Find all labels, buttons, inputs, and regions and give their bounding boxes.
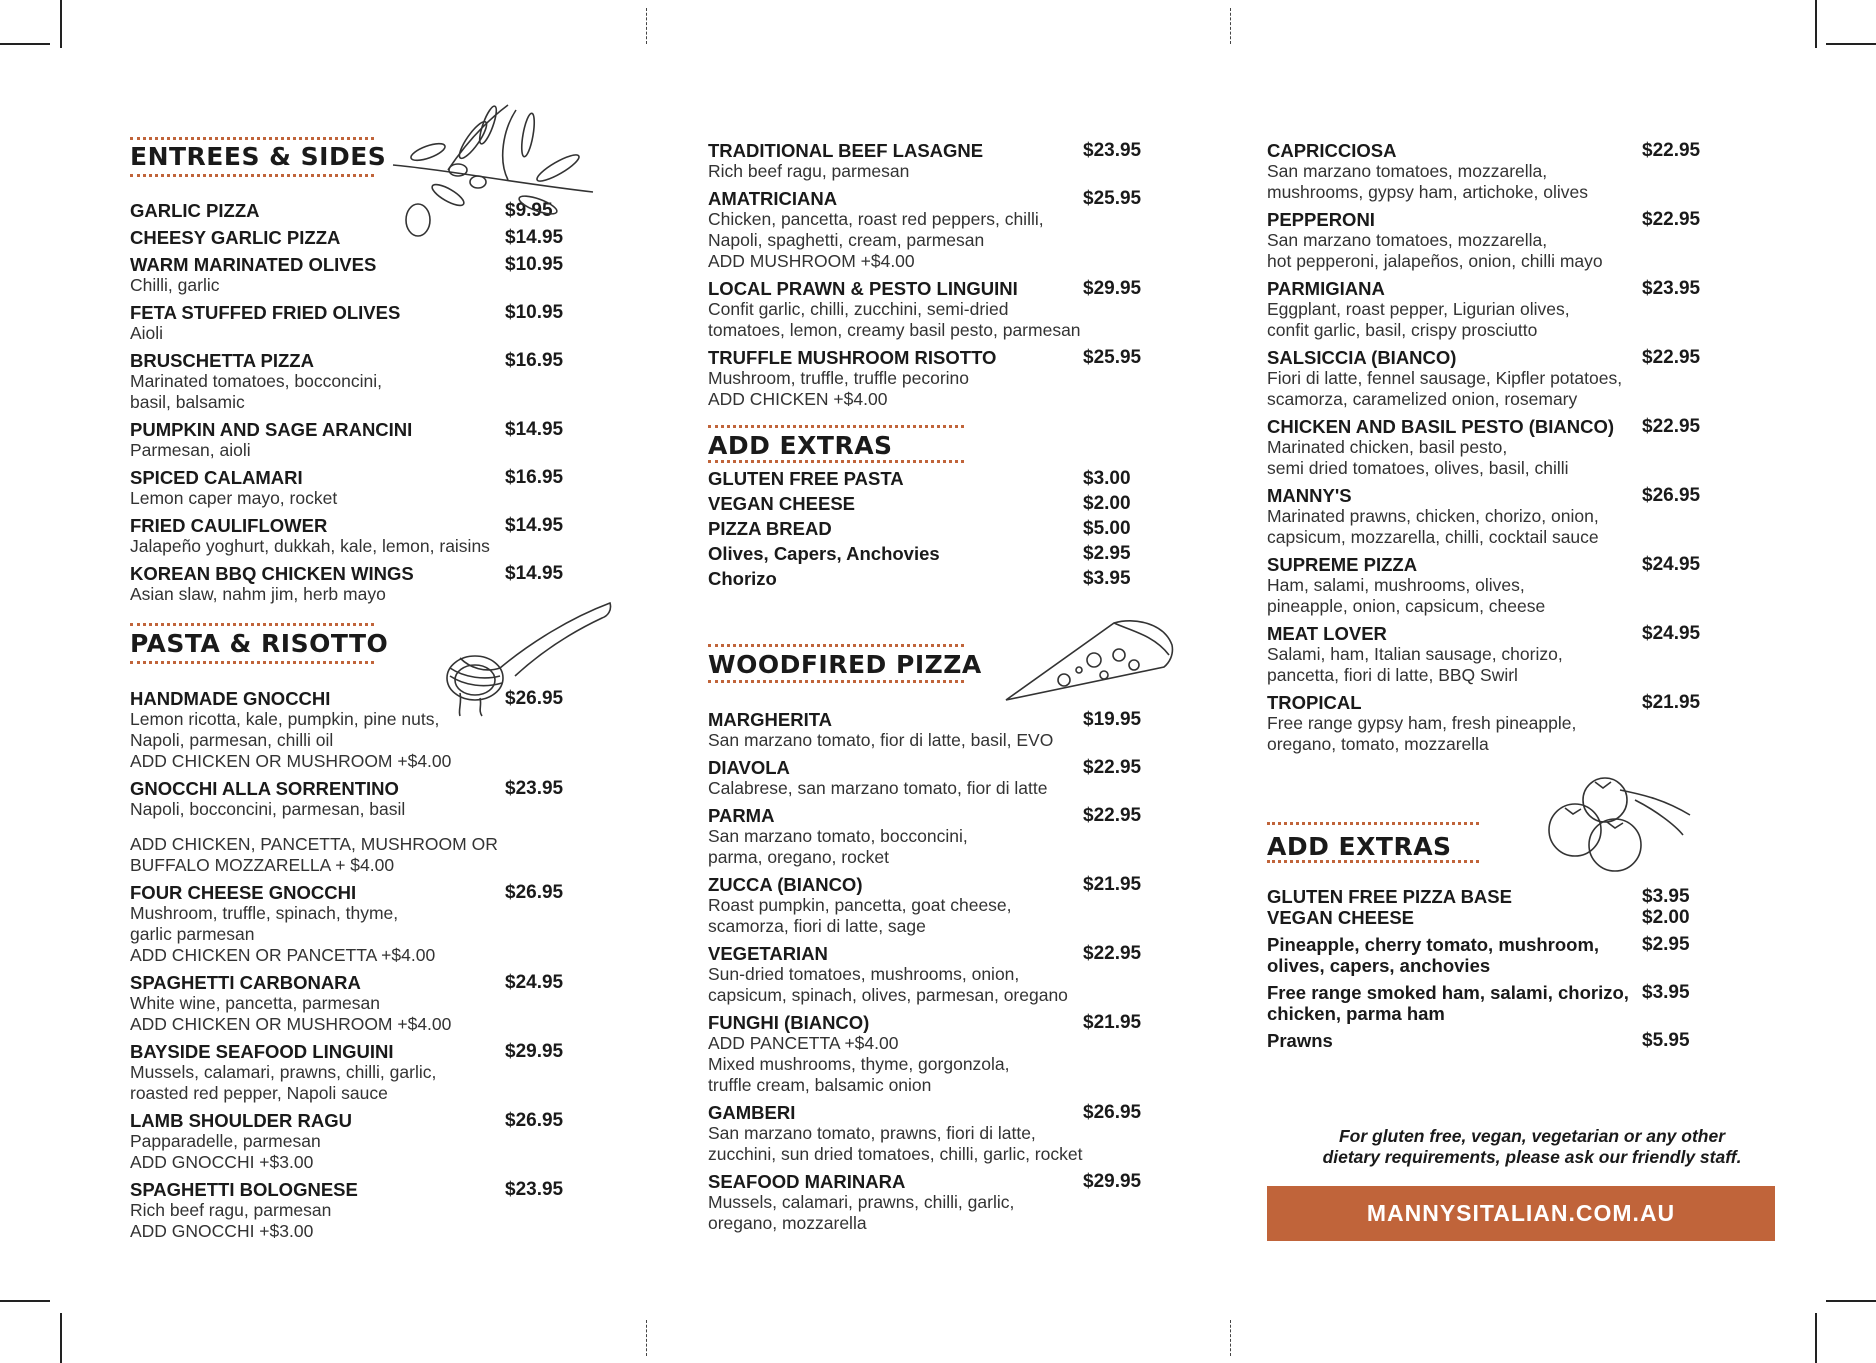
menu-item-name: BRUSCHETTA PIZZA [130, 350, 314, 371]
menu-item [1267, 934, 1787, 976]
menu-item-name: Olives, Capers, Anchovies [708, 543, 940, 564]
menu-item-name: ZUCCA (BIANCO) [708, 874, 863, 895]
menu-item-name: GNOCCHI ALLA SORRENTINO [130, 778, 399, 799]
menu-item-price: $26.95 [1083, 1102, 1142, 1123]
fork-pasta-icon [430, 598, 615, 718]
menu-item-price: $22.95 [1083, 805, 1142, 826]
menu-item-name: PEPPERONI [1267, 209, 1375, 230]
menu-item [130, 778, 610, 820]
menu-item-name: KOREAN BBQ CHICKEN WINGS [130, 563, 414, 584]
menu-item-price: $14.95 [505, 227, 564, 248]
olive-branch-icon [388, 100, 596, 240]
menu-item [130, 1179, 610, 1242]
menu-item-description: parma, oregano, rocket [708, 847, 889, 867]
menu-item [708, 757, 1188, 799]
title-divider [708, 460, 964, 463]
menu-item-price: $25.95 [1083, 347, 1142, 368]
menu-item-price: $2.95 [1083, 543, 1131, 564]
menu-item-description: confit garlic, basil, crispy prosciutto [1267, 320, 1538, 340]
menu-item-price: $26.95 [1642, 485, 1701, 506]
menu-item [708, 543, 1188, 564]
menu-item-description: capsicum, spinach, olives, parmesan, oregano [708, 985, 1068, 1005]
dietary-note-line: For gluten free, vegan, vegetarian or any other [1338, 1126, 1726, 1146]
menu-item-description: roasted red pepper, Napoli sauce [130, 1083, 388, 1103]
menu-item-description: ADD GNOCCHI +$3.00 [130, 1152, 314, 1172]
menu-item-description: scamorza, fiori di latte, sage [708, 916, 926, 936]
menu-item-price: $23.95 [505, 778, 564, 799]
menu-item-description: capsicum, mozzarella, chilli, cocktail sauce [1267, 527, 1599, 547]
menu-item-description: Lemon caper mayo, rocket [130, 488, 338, 508]
menu-item-price: $24.95 [1642, 623, 1701, 644]
menu-item-description: pancetta, fiori di latte, BBQ Swirl [1267, 665, 1518, 685]
menu-item-price: $26.95 [505, 882, 564, 903]
fold-mark [646, 8, 647, 44]
tomato-vine-icon [1535, 770, 1695, 875]
menu-item-description: Rich beef ragu, parmesan [130, 1200, 332, 1220]
menu-item-price: $22.95 [1083, 943, 1142, 964]
crop-mark [1826, 43, 1876, 45]
menu-item-price: $29.95 [505, 1041, 564, 1062]
title-divider [130, 174, 374, 177]
menu-item [708, 1102, 1188, 1165]
menu-item [708, 1171, 1188, 1234]
menu-item [130, 302, 610, 344]
menu-item-description: Marinated chicken, basil pesto, [1267, 437, 1508, 457]
menu-item-name: FUNGHI (BIANCO) [708, 1012, 870, 1033]
menu-item-price: $26.95 [505, 688, 564, 709]
menu-item-description: Mushroom, truffle, spinach, thyme, [130, 903, 399, 923]
extras-title: ADD EXTRAS [708, 431, 893, 460]
menu-item-name: SALSICCIA (BIANCO) [1267, 347, 1457, 368]
menu-item-description: San marzano tomatoes, mozzarella, [1267, 161, 1548, 181]
menu-item [1267, 554, 1787, 617]
menu-item-description: Mussels, calamari, prawns, chilli, garlic, [130, 1062, 437, 1082]
menu-item-price: $14.95 [505, 563, 564, 584]
menu-item-price: $10.95 [505, 302, 564, 323]
menu-item-price: $22.95 [1083, 757, 1142, 778]
menu-item [708, 518, 1188, 539]
menu-item-price: $3.95 [1642, 982, 1690, 1003]
menu-item [130, 350, 610, 413]
menu-item-name: CAPRICCIOSA [1267, 140, 1397, 161]
menu-item-description: pineapple, onion, capsicum, cheese [1267, 596, 1546, 616]
menu-item-name: MARGHERITA [708, 709, 833, 730]
menu-item-description: Mixed mushrooms, thyme, gorgonzola, [708, 1054, 1010, 1074]
menu-item-name: PUMPKIN AND SAGE ARANCINI [130, 419, 413, 440]
menu-item-description: Marinated prawns, chicken, chorizo, onion, [1267, 506, 1599, 526]
menu-item [708, 278, 1188, 341]
crop-mark [0, 1300, 50, 1302]
menu-item [708, 943, 1188, 1006]
menu-item [1267, 692, 1787, 755]
menu-item-price: $25.95 [1083, 188, 1142, 209]
menu-item-description: ADD CHICKEN OR MUSHROOM +$4.00 [130, 751, 452, 771]
entrees-title: ENTREES & SIDES [130, 142, 387, 171]
menu-item-price: $14.95 [505, 419, 564, 440]
menu-item-price: $22.95 [1642, 416, 1701, 437]
pizza-slice-icon [1004, 615, 1176, 703]
menu-item-description: San marzano tomatoes, mozzarella, [1267, 230, 1548, 250]
menu-item-name: SEAFOOD MARINARA [708, 1171, 906, 1192]
menu-item-description: ADD MUSHROOM +$4.00 [708, 251, 915, 271]
title-divider [130, 623, 374, 626]
menu-item-description: oregano, tomato, mozzarella [1267, 734, 1489, 754]
menu-item-description: San marzano tomato, fior di latte, basil, EVO [708, 730, 1054, 750]
menu-item [1267, 982, 1787, 1024]
menu-item [708, 468, 1188, 489]
menu-item-name: DIAVOLA [708, 757, 790, 778]
menu-item-name: SPAGHETTI CARBONARA [130, 972, 361, 993]
menu-item [130, 834, 610, 876]
menu-item-description: scamorza, caramelized onion, rosemary [1267, 389, 1578, 409]
menu-item [1267, 907, 1787, 928]
menu-item-description: Mussels, calamari, prawns, chilli, garlic, [708, 1192, 1015, 1212]
menu-item-description: ADD CHICKEN +$4.00 [708, 389, 888, 409]
menu-item-name: AMATRICIANA [708, 188, 838, 209]
menu-item-name: HANDMADE GNOCCHI [130, 688, 331, 709]
dietary-note [1312, 1126, 1752, 1168]
menu-item [1267, 278, 1787, 341]
menu-item-price: $16.95 [505, 350, 564, 371]
menu-item-description: Papparadelle, parmesan [130, 1131, 321, 1151]
title-divider [708, 644, 964, 647]
menu-item-description: ADD CHICKEN OR PANCETTA +$4.00 [130, 945, 436, 965]
menu-item-description: hot pepperoni, jalapeños, onion, chilli mayo [1267, 251, 1603, 271]
menu-item-description: garlic parmesan [130, 924, 255, 944]
crop-mark [0, 43, 50, 45]
menu-item-name: TROPICAL [1267, 692, 1362, 713]
menu-item [130, 515, 610, 557]
menu-item-description: BUFFALO MOZZARELLA + $4.00 [130, 855, 395, 875]
pizza-title: WOODFIRED PIZZA [708, 650, 982, 679]
menu-item-description: Chicken, pancetta, roast red peppers, chilli, [708, 209, 1044, 229]
fold-mark [1230, 8, 1231, 44]
menu-item [708, 805, 1188, 868]
menu-item [130, 419, 610, 461]
menu-item-description: Marinated tomatoes, bocconcini, [130, 371, 382, 391]
crop-mark [1815, 1313, 1817, 1363]
title-divider [708, 680, 964, 683]
menu-item [130, 1041, 610, 1104]
menu-item-price: $2.95 [1642, 934, 1690, 955]
pasta-title: PASTA & RISOTTO [130, 629, 389, 658]
menu-item-description: Roast pumpkin, pancetta, goat cheese, [708, 895, 1012, 915]
menu-item-name: VEGETARIAN [708, 943, 828, 964]
title-divider [1267, 860, 1479, 863]
menu-item-description: ADD GNOCCHI +$3.00 [130, 1221, 314, 1241]
menu-item-description: White wine, pancetta, parmesan [130, 993, 380, 1013]
menu-item-price: $23.95 [505, 1179, 564, 1200]
menu-item-name: FETA STUFFED FRIED OLIVES [130, 302, 401, 323]
menu-item-name: GLUTEN FREE PIZZA BASE [1267, 886, 1512, 907]
menu-item-price: $3.95 [1083, 568, 1131, 589]
menu-item-description: Mushroom, truffle, truffle pecorino [708, 368, 970, 388]
menu-item-name: VEGAN CHEESE [708, 493, 856, 514]
menu-item [1267, 209, 1787, 272]
fold-mark [1230, 1320, 1231, 1356]
title-divider [130, 661, 374, 664]
menu-item-price: $9.95 [505, 200, 553, 221]
menu-item-name: WARM MARINATED OLIVES [130, 254, 377, 275]
menu-item-price: $2.00 [1642, 907, 1690, 928]
menu-item-description: mushrooms, gypsy ham, artichoke, olives [1267, 182, 1588, 202]
title-divider [1267, 822, 1479, 825]
menu-item [130, 882, 610, 966]
menu-item-name: MEAT LOVER [1267, 623, 1387, 644]
menu-item [1267, 347, 1787, 410]
menu-item-price: $22.95 [1642, 209, 1701, 230]
menu-item-description: Napoli, parmesan, chilli oil [130, 730, 334, 750]
menu-item-description: basil, balsamic [130, 392, 245, 412]
menu-item [708, 568, 1188, 589]
menu-item [1267, 623, 1787, 686]
crop-mark [60, 0, 62, 48]
menu-item-name: PARMIGIANA [1267, 278, 1385, 299]
menu-item [708, 140, 1188, 182]
menu-item [1267, 416, 1787, 479]
menu-item-price: $14.95 [505, 515, 564, 536]
menu-item-description: Parmesan, aioli [130, 440, 251, 460]
menu-item [708, 1012, 1188, 1096]
menu-item-name: BAYSIDE SEAFOOD LINGUINI [130, 1041, 394, 1062]
menu-item [130, 1110, 610, 1173]
menu-item-name: FOUR CHEESE GNOCCHI [130, 882, 357, 903]
menu-item-description: Ham, salami, mushrooms, olives, [1267, 575, 1525, 595]
menu-item-price: $22.95 [1642, 347, 1701, 368]
menu-item-name: GAMBERI [708, 1102, 796, 1123]
menu-item-description: Fiori di latte, fennel sausage, Kipfler potatoes, [1267, 368, 1623, 388]
menu-item-name: SUPREME PIZZA [1267, 554, 1418, 575]
menu-item-description: Asian slaw, nahm jim, herb mayo [130, 584, 386, 604]
menu-item-price: $3.00 [1083, 468, 1131, 489]
menu-item-price: $19.95 [1083, 709, 1142, 730]
menu-item [1267, 485, 1787, 548]
menu-item-price: $22.95 [1642, 140, 1701, 161]
menu-item-description: Jalapeño yoghurt, dukkah, kale, lemon, raisins [130, 536, 490, 556]
crop-mark [60, 1313, 62, 1363]
menu-item-price: $21.95 [1083, 1012, 1142, 1033]
menu-item-price: $26.95 [505, 1110, 564, 1131]
menu-item-name: Pineapple, cherry tomato, mushroom, [1267, 934, 1600, 955]
menu-item [130, 972, 610, 1035]
menu-item-price: $3.95 [1642, 886, 1690, 907]
menu-item-price: $10.95 [505, 254, 564, 275]
menu-item-price: $24.95 [1642, 554, 1701, 575]
menu-item-name: MANNY'S [1267, 485, 1352, 506]
menu-item-name: TRADITIONAL BEEF LASAGNE [708, 140, 984, 161]
menu-item-description: semi dried tomatoes, olives, basil, chilli [1267, 458, 1569, 478]
menu-item-description: ADD CHICKEN, PANCETTA, MUSHROOM OR [130, 834, 498, 854]
menu-item-description: San marzano tomato, prawns, fiori di latte, [708, 1123, 1036, 1143]
menu-item-name: PARMA [708, 805, 775, 826]
menu-item [1267, 1030, 1787, 1051]
menu-item [1267, 886, 1787, 907]
menu-item-description: Napoli, bocconcini, parmesan, basil [130, 799, 406, 819]
crop-mark [1815, 0, 1817, 48]
menu-item-description: ADD CHICKEN OR MUSHROOM +$4.00 [130, 1014, 452, 1034]
menu-item-name: chicken, parma ham [1267, 1003, 1445, 1024]
menu-item-description: Napoli, spaghetti, cream, parmesan [708, 230, 985, 250]
menu-item-price: $21.95 [1642, 692, 1701, 713]
menu-item-description: Calabrese, san marzano tomato, fior di latte [708, 778, 1048, 798]
menu-item-name: GLUTEN FREE PASTA [708, 468, 904, 489]
menu-item-description: ADD PANCETTA +$4.00 [708, 1033, 899, 1053]
menu-item-description: truffle cream, balsamic onion [708, 1075, 932, 1095]
menu-item [708, 709, 1188, 751]
menu-item-name: SPICED CALAMARI [130, 467, 303, 488]
title-divider [708, 425, 964, 428]
menu-item-description: tomatoes, lemon, creamy basil pesto, parmesan [708, 320, 1081, 340]
menu-item-price: $29.95 [1083, 278, 1142, 299]
menu-item-price: $21.95 [1083, 874, 1142, 895]
menu-item-name: Free range smoked ham, salami, chorizo, [1267, 982, 1629, 1003]
menu-item-name: LOCAL PRAWN & PESTO LINGUINI [708, 278, 1018, 299]
menu-item-price: $24.95 [505, 972, 564, 993]
menu-item-description: San marzano tomato, bocconcini, [708, 826, 968, 846]
extras-title: ADD EXTRAS [1267, 832, 1452, 861]
menu-item-description: Salami, ham, Italian sausage, chorizo, [1267, 644, 1563, 664]
website-banner[interactable]: MANNYSITALIAN.COM.AU [1267, 1186, 1775, 1241]
menu-item-price: $2.00 [1083, 493, 1131, 514]
title-divider [130, 137, 374, 140]
crop-mark [1826, 1300, 1876, 1302]
menu-item-name: Prawns [1267, 1030, 1333, 1051]
menu-item-name: FRIED CAULIFLOWER [130, 515, 328, 536]
menu-item [130, 254, 610, 296]
menu-item-description: Aioli [130, 323, 164, 343]
menu-item-description: Rich beef ragu, parmesan [708, 161, 910, 181]
menu-item-description: Confit garlic, chilli, zucchini, semi-dried [708, 299, 1009, 319]
dietary-note-line: dietary requirements, please ask our friendly staff. [1322, 1147, 1742, 1167]
menu-item-description: Sun-dried tomatoes, mushrooms, onion, [708, 964, 1020, 984]
menu-item-description: oregano, mozzarella [708, 1213, 867, 1233]
fold-mark [646, 1320, 647, 1356]
menu-item-name: Chorizo [708, 568, 777, 589]
menu-item-price: $16.95 [505, 467, 564, 488]
menu-item-price: $5.00 [1083, 518, 1131, 539]
menu-item-description: zucchini, sun dried tomatoes, chilli, garlic, rocket [708, 1144, 1083, 1164]
menu-item-name: PIZZA BREAD [708, 518, 832, 539]
menu-item-price: $29.95 [1083, 1171, 1142, 1192]
menu-item [708, 347, 1188, 410]
menu-item-price: $5.95 [1642, 1030, 1690, 1051]
menu-item [130, 467, 610, 509]
menu-item-description: Chilli, garlic [130, 275, 220, 295]
menu-item-name: SPAGHETTI BOLOGNESE [130, 1179, 358, 1200]
menu-item-name: VEGAN CHEESE [1267, 907, 1415, 928]
menu-item-description: Free range gypsy ham, fresh pineapple, [1267, 713, 1577, 733]
menu-item [1267, 140, 1787, 203]
menu-item-description: Lemon ricotta, kale, pumpkin, pine nuts, [130, 709, 440, 729]
menu-item [708, 874, 1188, 937]
menu-item-description: Eggplant, roast pepper, Ligurian olives, [1267, 299, 1570, 319]
menu-item-name: CHICKEN AND BASIL PESTO (BIANCO) [1267, 416, 1615, 437]
menu-item-name: CHEESY GARLIC PIZZA [130, 227, 341, 248]
menu-item-price: $23.95 [1642, 278, 1701, 299]
menu-item-name: GARLIC PIZZA [130, 200, 260, 221]
menu-item [708, 188, 1188, 272]
menu-item-name: LAMB SHOULDER RAGU [130, 1110, 352, 1131]
menu-item-name: olives, capers, anchovies [1267, 955, 1491, 976]
menu-item [708, 493, 1188, 514]
menu-item-price: $23.95 [1083, 140, 1142, 161]
menu-item-name: TRUFFLE MUSHROOM RISOTTO [708, 347, 997, 368]
